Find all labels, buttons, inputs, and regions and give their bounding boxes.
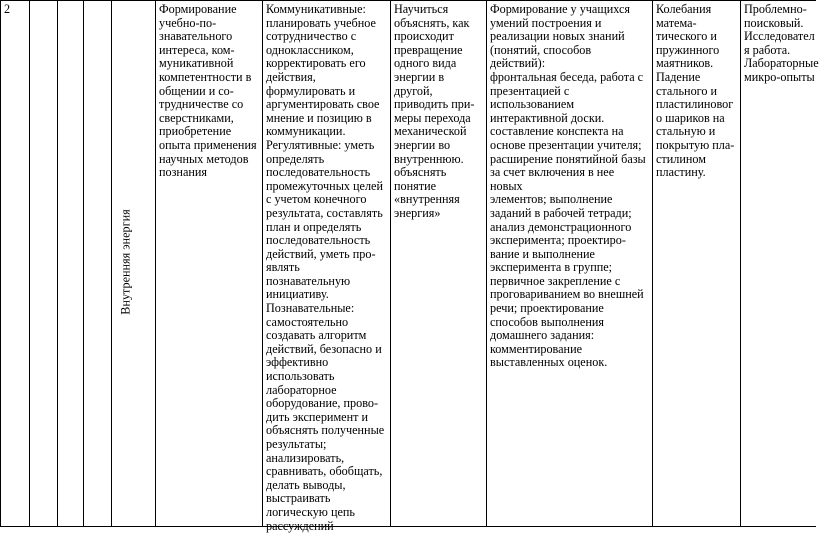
personal-results-cell: Формирование учебно-по- знавательного интереса, ком- муникативной компетентности в общении и со- трудничестве со сверстниками, приобретение опыта применения научных методов познания <box>159 2 257 180</box>
lesson-number-cell: 2 <box>4 2 11 16</box>
lesson-form-cell: Проблемно- поисковый. Исследовател я работа. Лабораторные микро-опыты <box>744 2 819 84</box>
uud-cell: Коммуникативные: планировать учебное сотрудничество с одноклассником, корректировать его действия, формулировать и аргументировать свое мнение и позицию в коммуникации. Регулятивные: уметь определять последовательность промежуточных целей с учетом конечного результата, составлять план и определять последовательность действий, уметь про- являть познавательную инициативу. Познавательные: самостоятельно создавать алгоритм действий, безопасно и эффективно использовать лабораторное оборудование, прово- дить эксперимент и объяснять полученные результаты; анализировать, сравнивать, обобщать, делать выводы, выстраивать логическую цепь рассуждений <box>266 2 385 533</box>
col-border-3 <box>83 0 84 527</box>
col-border-2 <box>57 0 58 527</box>
subject-results-cell: Научиться объяснять, как происходит превращение одного вида энергии в другой, приводить при- меры перехода механической энергии во внутреннюю. объяснять понятие «внутренняя энергия» <box>394 2 475 220</box>
col-border-1 <box>29 0 30 527</box>
student-activities-cell: Формирование у учащихся умений построения и реализации новых знаний (понятий, способов действий): фронтальная беседа, работа с презентацией с использованием интерактивной доски. составление конспекта на основе презентации учителя; расширение понятийной базы за счет включения в нее новых элементов; выполнение заданий в рабочей тетради; анализ демонстрационного эксперимента; проектиро- вание и выполнение эксперимента в группе; первичное закрепление с проговариванием во внешней речи; проектирование способов выполнения домашнего задания: комментирование выставленных оценок. <box>490 2 646 370</box>
topic-label: Внутренняя энергия <box>118 209 133 315</box>
table-bottom-border <box>0 526 816 527</box>
topic-cell <box>112 20 142 520</box>
demonstrations-cell: Колебания матема- тического и пружинного маятников. Падение стального и пластилиновог о шариков на стальную и покрытую пла- стилином пластину. <box>656 2 735 180</box>
